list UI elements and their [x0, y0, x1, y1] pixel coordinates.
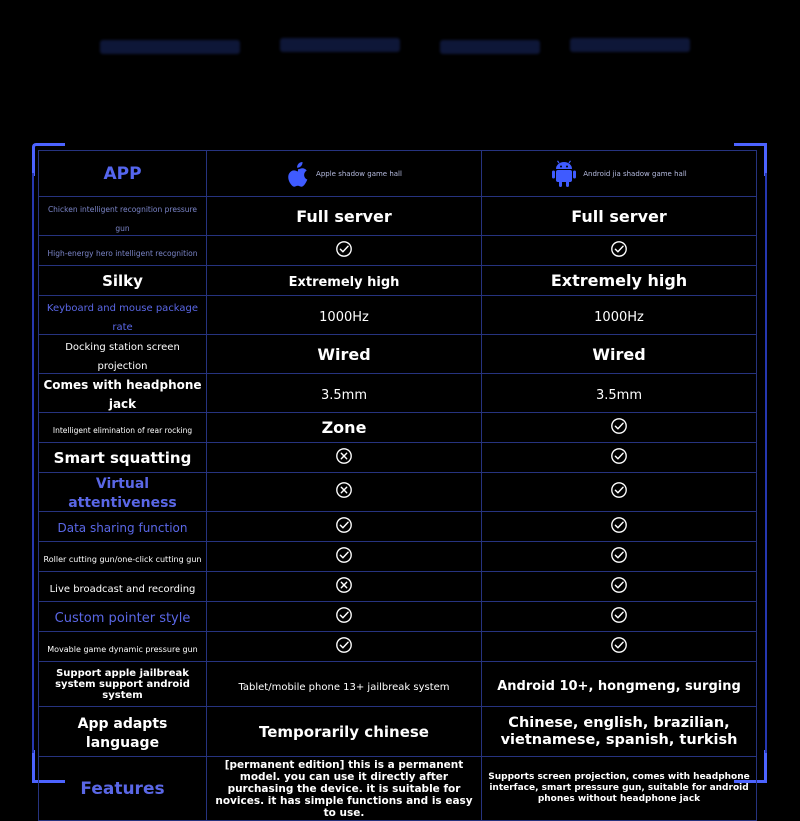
- table-row: [39, 296, 757, 335]
- frame-edge-right: [765, 173, 767, 753]
- android-value: Android 10+, hongmeng, surging: [497, 678, 741, 694]
- row-label: Support apple jailbreak system support android system: [55, 667, 190, 701]
- row-label: App adapts language: [77, 715, 168, 751]
- row-label: Virtual attentiveness: [68, 476, 177, 511]
- cross-circle-icon: [335, 447, 353, 465]
- row-label: Roller cutting gun/one-click cutting gun: [43, 555, 202, 564]
- check-circle-icon: [335, 516, 353, 534]
- check-circle-icon: [610, 636, 628, 654]
- android-value: Extremely high: [550, 271, 688, 290]
- row-label: Movable game dynamic pressure gun: [47, 645, 198, 654]
- row-label: Data sharing function: [57, 521, 188, 535]
- row-label: Keyboard and mouse package rate: [46, 303, 199, 333]
- check-circle-icon: [335, 240, 353, 258]
- table-row: [39, 707, 757, 757]
- blurred-top-header: [100, 36, 700, 116]
- header-apple-cell: [207, 151, 482, 197]
- android-hall-caption: Android jia shadow game hall: [583, 169, 687, 178]
- row-label: Intelligent elimination of rear rocking: [52, 426, 193, 435]
- row-label: Live broadcast and recording: [49, 584, 196, 595]
- table-row: [39, 632, 757, 662]
- row-label: Custom pointer style: [54, 611, 191, 626]
- table-header-row: [39, 151, 757, 197]
- android-value: 3.5mm: [595, 387, 642, 403]
- apple-value: [permanent edition] this is a permanent model. you can use it directly after purchasing the device. it is suitable for novices. it has simple functions and is easy to use.: [215, 758, 473, 819]
- table-row: [39, 335, 757, 374]
- cross-circle-icon: [335, 481, 353, 499]
- header-android-cell: [482, 151, 757, 197]
- check-circle-icon: [610, 481, 628, 499]
- row-label: Comes with headphone jack: [43, 378, 202, 411]
- row-label: Smart squatting: [53, 449, 192, 467]
- frame-edge-left: [32, 173, 34, 753]
- apple-logo-icon: [286, 160, 310, 188]
- table-row: [39, 374, 757, 413]
- table-row: [39, 572, 757, 602]
- table-row: [39, 197, 757, 236]
- cross-circle-icon: [335, 576, 353, 594]
- row-label: Chicken intelligent recognition pressure gun: [47, 205, 198, 233]
- apple-value: 3.5mm: [320, 387, 367, 403]
- android-value: 1000Hz: [594, 309, 644, 325]
- apple-hall-caption: Apple shadow game hall: [316, 169, 402, 178]
- check-circle-icon: [610, 606, 628, 624]
- table-row: [39, 473, 757, 512]
- check-circle-icon: [610, 447, 628, 465]
- apple-value: Wired: [317, 344, 371, 364]
- android-value: Full server: [571, 206, 667, 226]
- row-label: Features: [80, 778, 165, 799]
- row-label: High-energy hero intelligent recognition: [47, 249, 198, 258]
- row-label: Silky: [102, 272, 143, 290]
- table-row: [39, 757, 757, 821]
- table-row: [39, 266, 757, 296]
- table-row: [39, 443, 757, 473]
- check-circle-icon: [610, 516, 628, 534]
- check-circle-icon: [610, 576, 628, 594]
- comparison-table: [38, 150, 757, 821]
- header-app-cell: [39, 151, 207, 197]
- table-row: [39, 236, 757, 266]
- table-row: [39, 413, 757, 443]
- table-row: [39, 662, 757, 707]
- apple-value: Zone: [321, 418, 367, 437]
- check-circle-icon: [610, 417, 628, 435]
- android-value: Chinese, english, brazilian, vietnamese, spanish, turkish: [500, 714, 738, 748]
- android-logo-icon: [551, 160, 577, 188]
- table-row: [39, 542, 757, 572]
- row-label: Docking station screen projection: [65, 342, 180, 372]
- table-row: [39, 602, 757, 632]
- check-circle-icon: [335, 606, 353, 624]
- check-circle-icon: [335, 546, 353, 564]
- android-value: Supports screen projection, comes with headphone interface, smart pressure gun, suitable for android phones without headphone jack: [488, 772, 750, 804]
- android-value: Wired: [592, 344, 646, 364]
- apple-value: Tablet/mobile phone 13+ jailbreak system: [238, 681, 450, 693]
- apple-value: 1000Hz: [319, 309, 369, 325]
- check-circle-icon: [610, 240, 628, 258]
- apple-value: Extremely high: [288, 275, 400, 290]
- table-row: [39, 512, 757, 542]
- apple-value: Full server: [296, 206, 392, 226]
- check-circle-icon: [610, 546, 628, 564]
- apple-value: Temporarily chinese: [259, 723, 429, 741]
- check-circle-icon: [335, 636, 353, 654]
- app-label: APP: [103, 163, 142, 184]
